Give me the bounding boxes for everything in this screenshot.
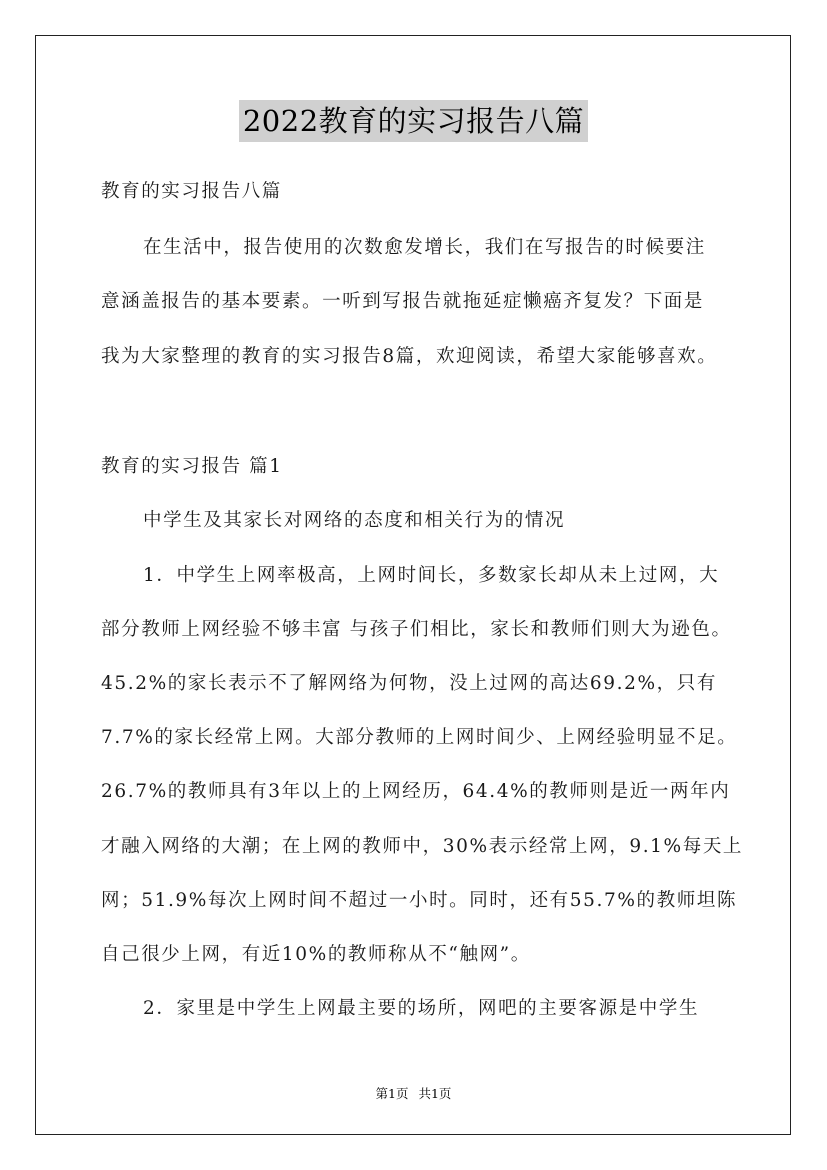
paragraph-line: 网；51.9%每次上网时间不超过一小时。同时，还有55.7%的教师坦陈: [101, 890, 738, 911]
section-heading: 教育的实习报告 篇1: [101, 456, 283, 477]
paragraph-line: 意涵盖报告的基本要素。一听到写报告就拖延症懒癌齐复发？下面是: [101, 291, 705, 312]
paragraph-line: 才融入网络的大潮；在上网的教师中，30%表示经常上网，9.1%每天上: [101, 836, 744, 857]
page-total: 共1页: [418, 1086, 452, 1101]
title-wrap: [0, 100, 827, 142]
page-footer: [0, 1084, 827, 1102]
paragraph-line: 在生活中，报告使用的次数愈发增长，我们在写报告的时候要注: [143, 237, 706, 258]
paragraph-line: 2．家里是中学生上网最主要的场所，网吧的主要客源是中学生: [143, 998, 700, 1019]
paragraph-line: 中学生及其家长对网络的态度和相关行为的情况: [143, 510, 566, 531]
intro-heading: 教育的实习报告八篇: [101, 181, 282, 202]
paragraph-line: 部分教师上网经验不够丰富 与孩子们相比，家长和教师们则大为逊色。: [101, 619, 732, 640]
paragraph-line: 我为大家整理的教育的实习报告8篇，欢迎阅读，希望大家能够喜欢。: [101, 346, 718, 367]
document-title: 2022教育的实习报告八篇: [239, 100, 588, 142]
paragraph-line: 自己很少上网，有近10%的教师称从不“触网”。: [101, 944, 531, 965]
paragraph-line: 7.7%的家长经常上网。大部分教师的上网时间少、上网经验明显不足。: [101, 727, 738, 748]
page-number: 第1页: [375, 1086, 409, 1101]
paragraph-line: 26.7%的教师具有3年以上的上网经历，64.4%的教师则是近一两年内: [101, 781, 731, 802]
paragraph-line: 45.2%的家长表示不了解网络为何物，没上过网的高达69.2%，只有: [101, 673, 717, 694]
paragraph-line: 1．中学生上网率极高，上网时间长，多数家长却从未上过网，大: [143, 565, 720, 586]
